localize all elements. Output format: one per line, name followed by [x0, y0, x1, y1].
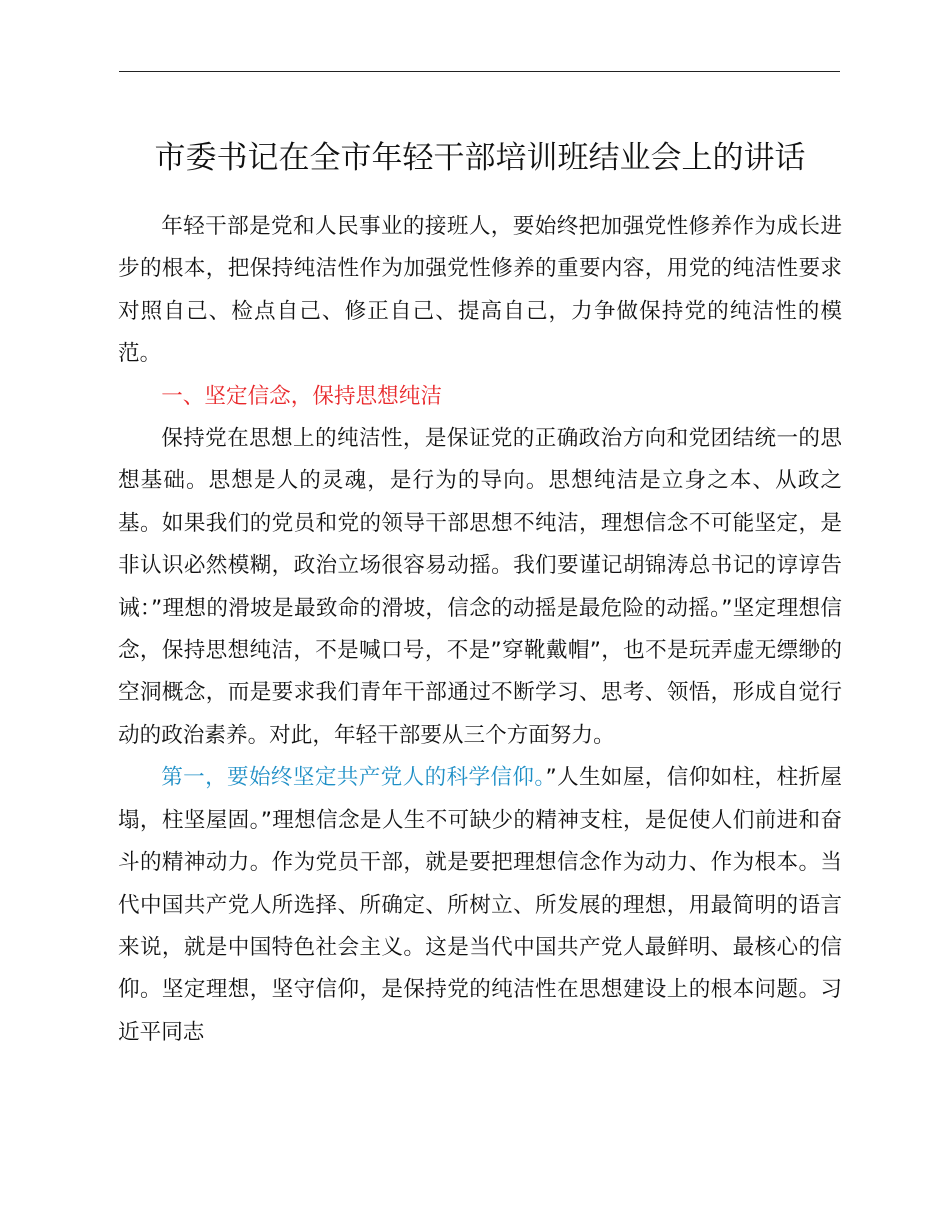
section-paragraph: 保持党在思想上的纯洁性，是保证党的正确政治方向和党团结统一的思想基础。思想是人的灵魂，是行为的导向。思想纯洁是立身之本、从政之基。如果我们的党员和党的领导干部思想不纯洁，理想信念不可能坚定，是非认识必然模糊，政治立场很容易动摇。我们要谨记胡锦涛总书记的谆谆告诫：”理想的滑坡是最致命的滑坡，信念的动摇是最危险的动摇。”坚定理想信念，保持思想纯洁，不是喊口号，不是”穿靴戴帽”，也不是玩弄虚无缥缈的空洞概念，而是要求我们青年干部通过不断学习、思考、领悟，形成自觉行动的政治素养。对此，年轻干部要从三个方面努力。: [118, 426, 842, 748]
point-paragraph: [118, 757, 842, 1054]
document-body: [118, 206, 842, 1054]
point-heading: 第一，要始终坚定共产党人的科学信仰。: [161, 765, 546, 791]
document-title: 市委书记在全市年轻干部培训班结业会上的讲话: [154, 140, 806, 176]
point-body: ”人生如屋，信仰如柱，柱折屋塌，柱坚屋固。”理想信念是人生不可缺少的精神支柱，是促使人们前进和奋斗的精神动力。作为党员干部，就是要把理想信念作为动力、作为根本。当代中国共产党人所选择、所确定、所树立、所发展的理想，用最简明的语言来说，就是中国特色社会主义。这是当代中国共产党人最鲜明、最核心的信仰。坚定理想，坚守信仰，是保持党的纯洁性在思想建设上的根本问题。习近平同志: [118, 765, 842, 1045]
section-heading: 一、坚定信念，保持思想纯洁: [161, 383, 442, 409]
header-rule: [119, 71, 840, 72]
intro-paragraph: 年轻干部是党和人民事业的接班人，要始终把加强党性修养作为成长进步的根本，把保持纯洁性作为加强党性修养的重要内容，用党的纯洁性要求对照自己、检点自己、修正自己、提高自己，力争做保持党的纯洁性的模范。: [118, 214, 842, 367]
